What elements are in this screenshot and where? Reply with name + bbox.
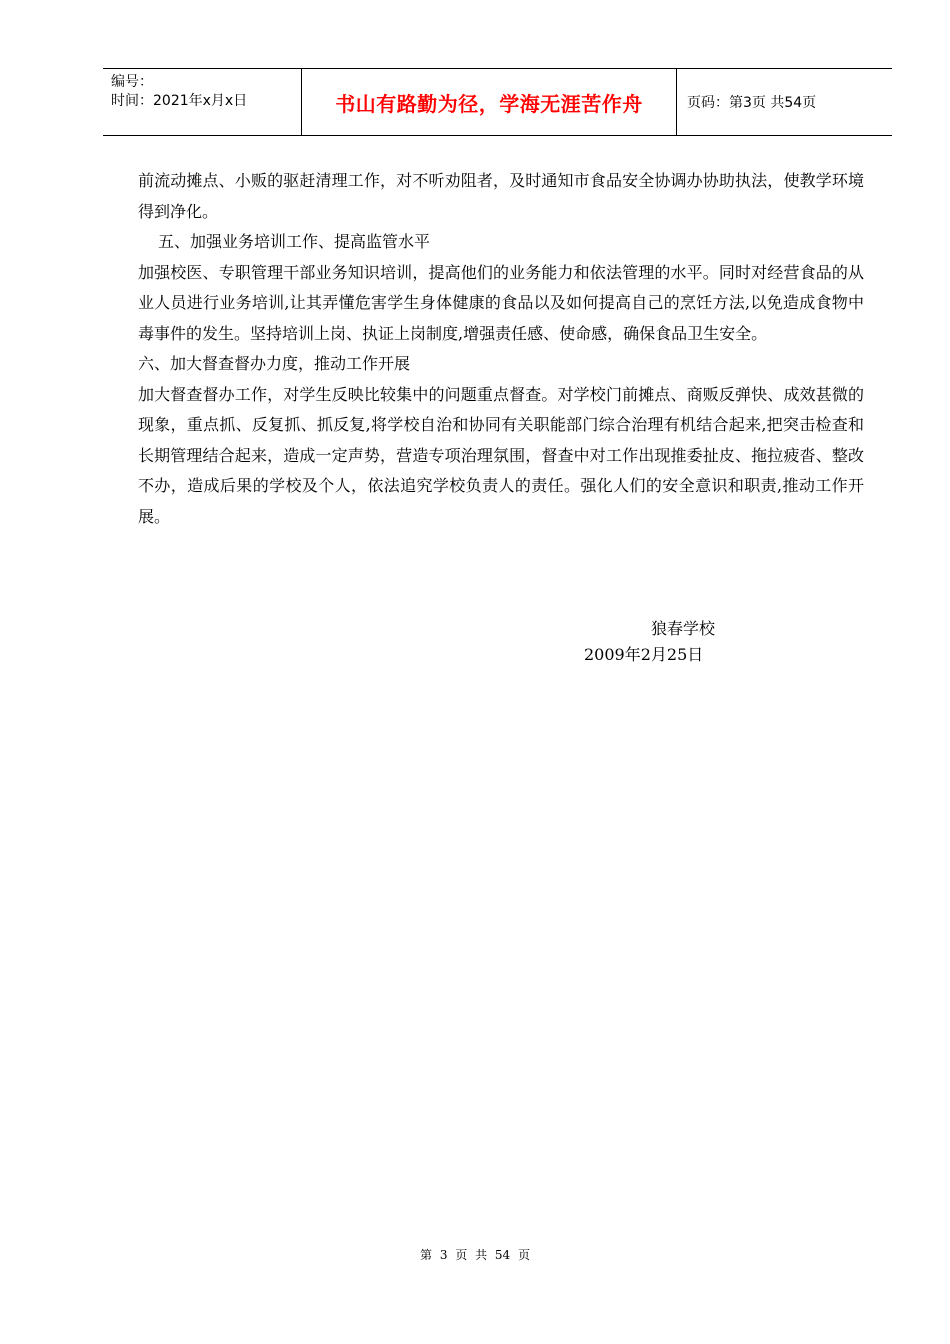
page-header (103, 68, 892, 136)
signature-school: 狼春学校 (651, 619, 716, 638)
paragraph: 加强校医、专职管理干部业务知识培训，提高他们的业务能力和依法管理的水平。同时对经营食品的从业人员进行业务培训,让其弄懂危害学生身体健康的食品以及如何提高自己的烹饪方法,以免造成食物中毒事件的发生。坚持培训上岗、执证上岗制度,增强责任感、使命感，确保食品卫生安全。 (138, 262, 864, 343)
page-footer: 第 3 页 共 54 页 (420, 1248, 530, 1262)
number-label: 编号： (111, 74, 153, 90)
paragraph: 前流动摊点、小贩的驱赶清理工作，对不听劝阻者，及时通知市食品安全协调办协助执法，使教学环境得到净化。 (138, 171, 864, 221)
section-heading: 六、加大督查督办力度，推动工作开展 (138, 354, 411, 373)
document-body (138, 166, 864, 532)
header-page-code: 页码：第3页 共54页 (687, 95, 817, 111)
section-heading: 五、加强业务培训工作、提高监管水平 (158, 232, 431, 251)
time-label: 时间：2021年x月x日 (111, 93, 248, 109)
header-slogan: 书山有路勤为径，学海无涯苦作舟 (302, 69, 677, 135)
paragraph: 加大督查督办工作，对学生反映比较集中的问题重点督查。对学校门前摊点、商贩反弹快、成效甚微的现象，重点抓、反复抓、抓反复,将学校自治和协同有关职能部门综合治理有机结合起来,把突击检查和长期管理结合起来，造成一定声势，营造专项治理氛围，督查中对工作出现推委扯皮、拖拉疲沓、整改不办，造成后果的学校及个人，依法追究学校负责人的责任。强化人们的安全意识和职责,推动工作开展。 (138, 384, 864, 526)
signature-date: 2009年2月25日 (584, 645, 704, 664)
header-meta (103, 69, 302, 135)
